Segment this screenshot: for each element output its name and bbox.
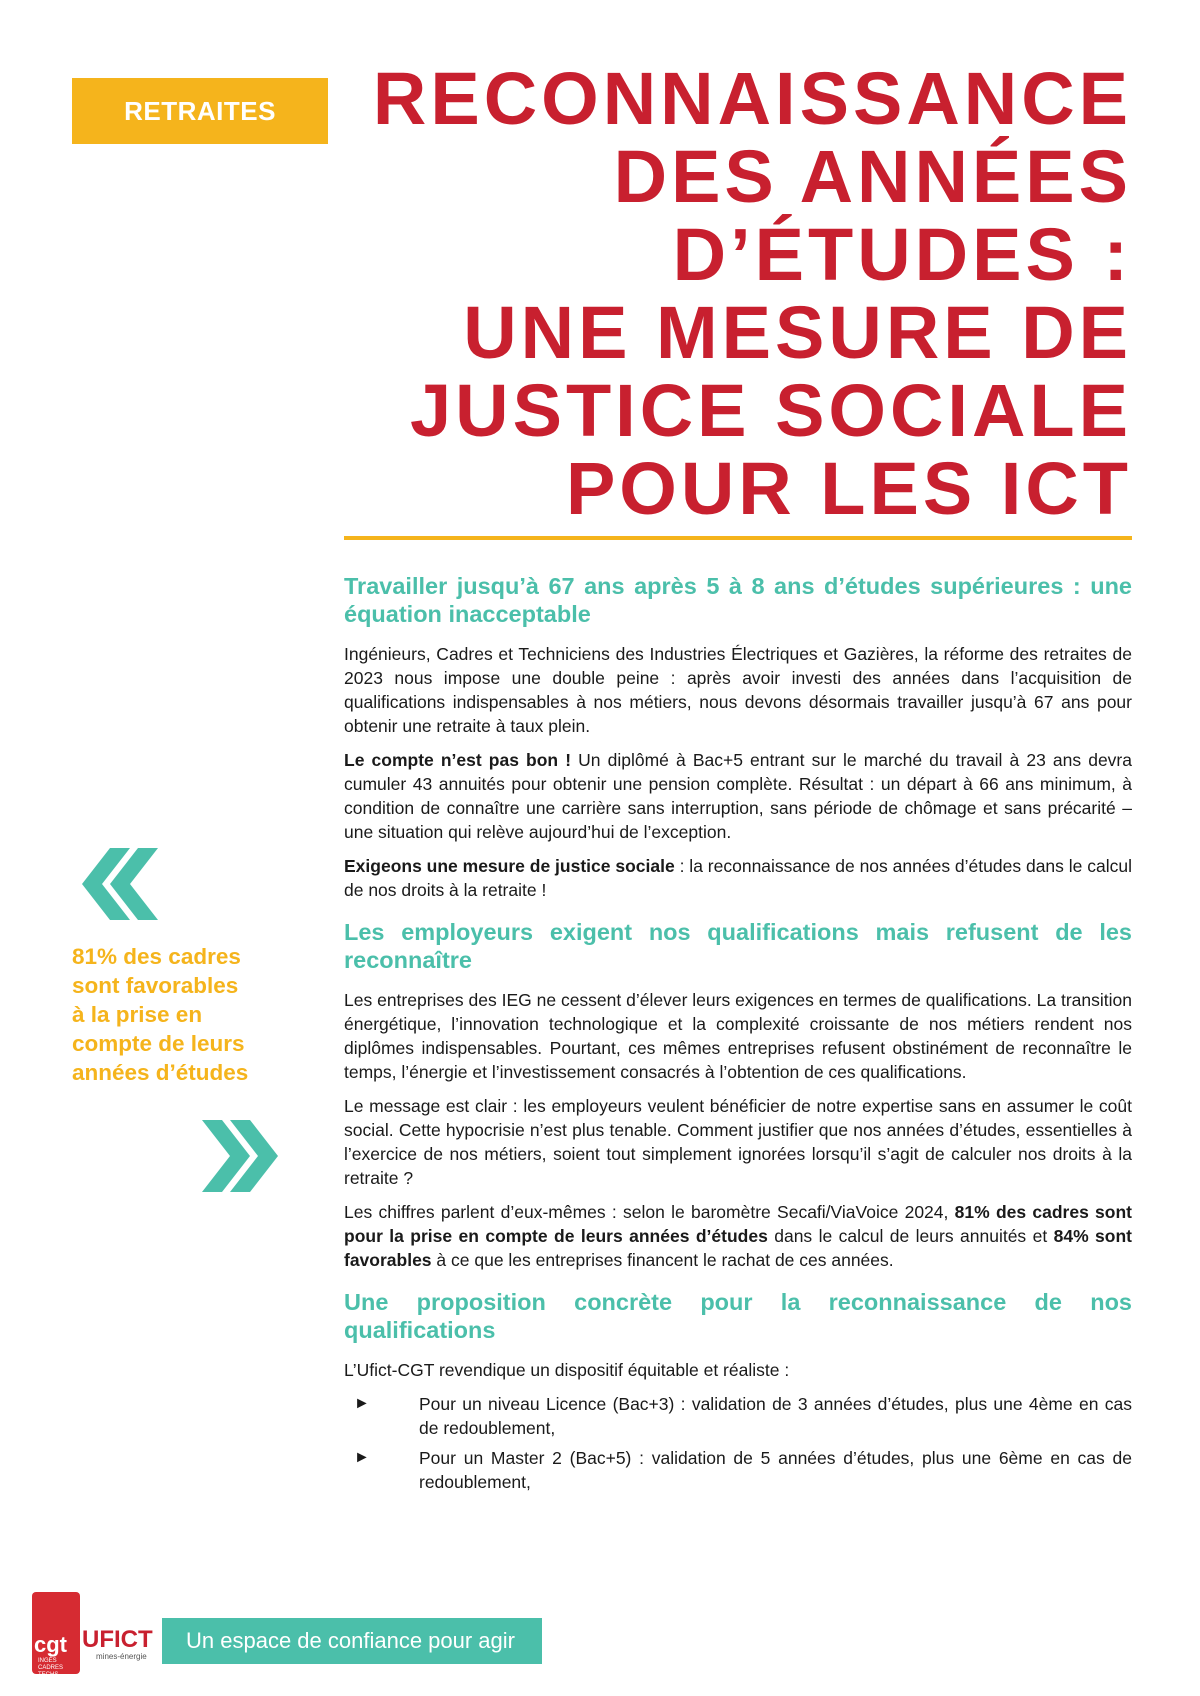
triangle-bullet-icon: ►: [354, 1449, 370, 1466]
list-item-text: Pour un niveau Licence (Bac+3) : validation de 3 années d’études, plus une 4ème en cas de redoublement,: [419, 1394, 1132, 1438]
paragraph: [344, 1200, 1132, 1272]
pull-quote-line: 81% des cadres: [72, 944, 241, 969]
paragraph: L’Ufict-CGT revendique un dispositif équitable et réaliste :: [344, 1360, 790, 1380]
title-line: DES ANNÉES: [613, 135, 1132, 218]
text: Un diplômé à Bac+5 entrant sur le marché du travail à 23 ans devra cumuler 43 annuités pour obtenir une pension complète. Résultat : un départ à 66 ans minimum, à condition de connaître une carrière sans interruption, sans période de chômage et sans précarité – une situation qui relève aujourd’hui de l’exception.: [344, 750, 1132, 842]
double-chevron-left-icon: [80, 848, 160, 920]
list-item: [344, 1392, 1132, 1440]
bold-text: Exigeons une mesure de justice sociale: [344, 856, 675, 876]
pull-quote-line: compte de leurs: [72, 1031, 245, 1056]
proposal-list: [344, 1392, 1132, 1494]
pull-quote-line: sont favorables: [72, 973, 239, 998]
title-divider: [344, 536, 1132, 540]
list-item: [344, 1446, 1132, 1494]
text: dans le calcul de leurs annuités et: [767, 1226, 1054, 1246]
ufict-logo-text: UFICT: [82, 1626, 153, 1653]
cgt-logo-subtext: INGÉS CADRES TECHS: [38, 1658, 64, 1678]
bold-text: 81% des cadres sont pour la prise en compte de leurs années d’études: [344, 1202, 1133, 1246]
section-heading: Une proposition concrète pour la reconnaissance de nos qualifications: [344, 1289, 1132, 1343]
cgt-logo: [32, 1592, 80, 1678]
section-heading: Les employeurs exigent nos qualifications mais refusent de les reconnaître: [344, 919, 1132, 973]
title-line: UNE MESURE DE: [463, 291, 1132, 374]
pull-quote-line: années d’études: [72, 1060, 249, 1085]
page-title: [312, 57, 1132, 530]
text: à ce que les entreprises financent le rachat de ces années.: [431, 1250, 894, 1270]
double-chevron-right-icon: [200, 1120, 280, 1192]
paragraph: [344, 854, 1132, 902]
pull-quote: [72, 942, 292, 1087]
title-line: RECONNAISSANCE: [372, 57, 1132, 140]
paragraph: Ingénieurs, Cadres et Techniciens des Industries Électriques et Gazières, la réforme des retraites de 2023 nous impose une double peine : après avoir investi des années dans l’acquisition de qualifications indispensables à nos métiers, nous devons désormais travailler jusqu’à 67 ans pour obtenir une retraite à taux plein.: [344, 644, 1132, 736]
section-heading: Travailler jusqu’à 67 ans après 5 à 8 ans d’études supérieures : une équation inacceptable: [344, 573, 1132, 627]
paragraph: Le message est clair : les employeurs veulent bénéficier de notre expertise sans en assumer le coût social. Cette hypocrisie n’est plus tenable. Comment justifier que nos années d’études, essentielles à l’exercice de nos métiers, soient tout simplement ignorées lorsqu’il s’agit de calculer nos droits à la retraite ?: [344, 1096, 1132, 1188]
text: : la reconnaissance de nos années d’études dans le calcul de nos droits à la retraite !: [344, 856, 1132, 900]
footer-slogan: Un espace de confiance pour agir: [162, 1618, 542, 1664]
paragraph: Les entreprises des IEG ne cessent d’élever leurs exigences en termes de qualifications. La transition énergétique, l’innovation technologique et la complexité croissante de nos métiers rendent nos diplômes indispensables. Pourtant, ces mêmes entreprises refusent obstinément de reconnaître le temps, l’énergie et l’investissement consacrés à l’obtention de ces qualifications.: [344, 990, 1132, 1082]
ufict-logo-subtext: mines-énergie: [96, 1652, 147, 1661]
category-tag: RETRAITES: [72, 78, 328, 144]
title-line: POUR LES ICT: [565, 447, 1132, 530]
article-body: [344, 572, 1132, 1500]
cgt-logo-text: cgt: [34, 1632, 67, 1657]
text: Les chiffres parlent d’eux-mêmes : selon le baromètre Secafi/ViaVoice 2024,: [344, 1202, 955, 1222]
list-item-text: Pour un Master 2 (Bac+5) : validation de 5 années d’études, plus une 6ème en cas de redoublement,: [419, 1448, 1132, 1492]
title-line: D’ÉTUDES :: [672, 213, 1132, 296]
triangle-bullet-icon: ►: [354, 1395, 370, 1412]
pull-quote-line: à la prise en: [72, 1002, 203, 1027]
bold-text: Le compte n’est pas bon !: [344, 750, 572, 770]
title-line: JUSTICE SOCIALE: [410, 369, 1132, 452]
paragraph: [344, 748, 1132, 844]
bold-text: 84% sont favorables: [344, 1226, 1132, 1270]
